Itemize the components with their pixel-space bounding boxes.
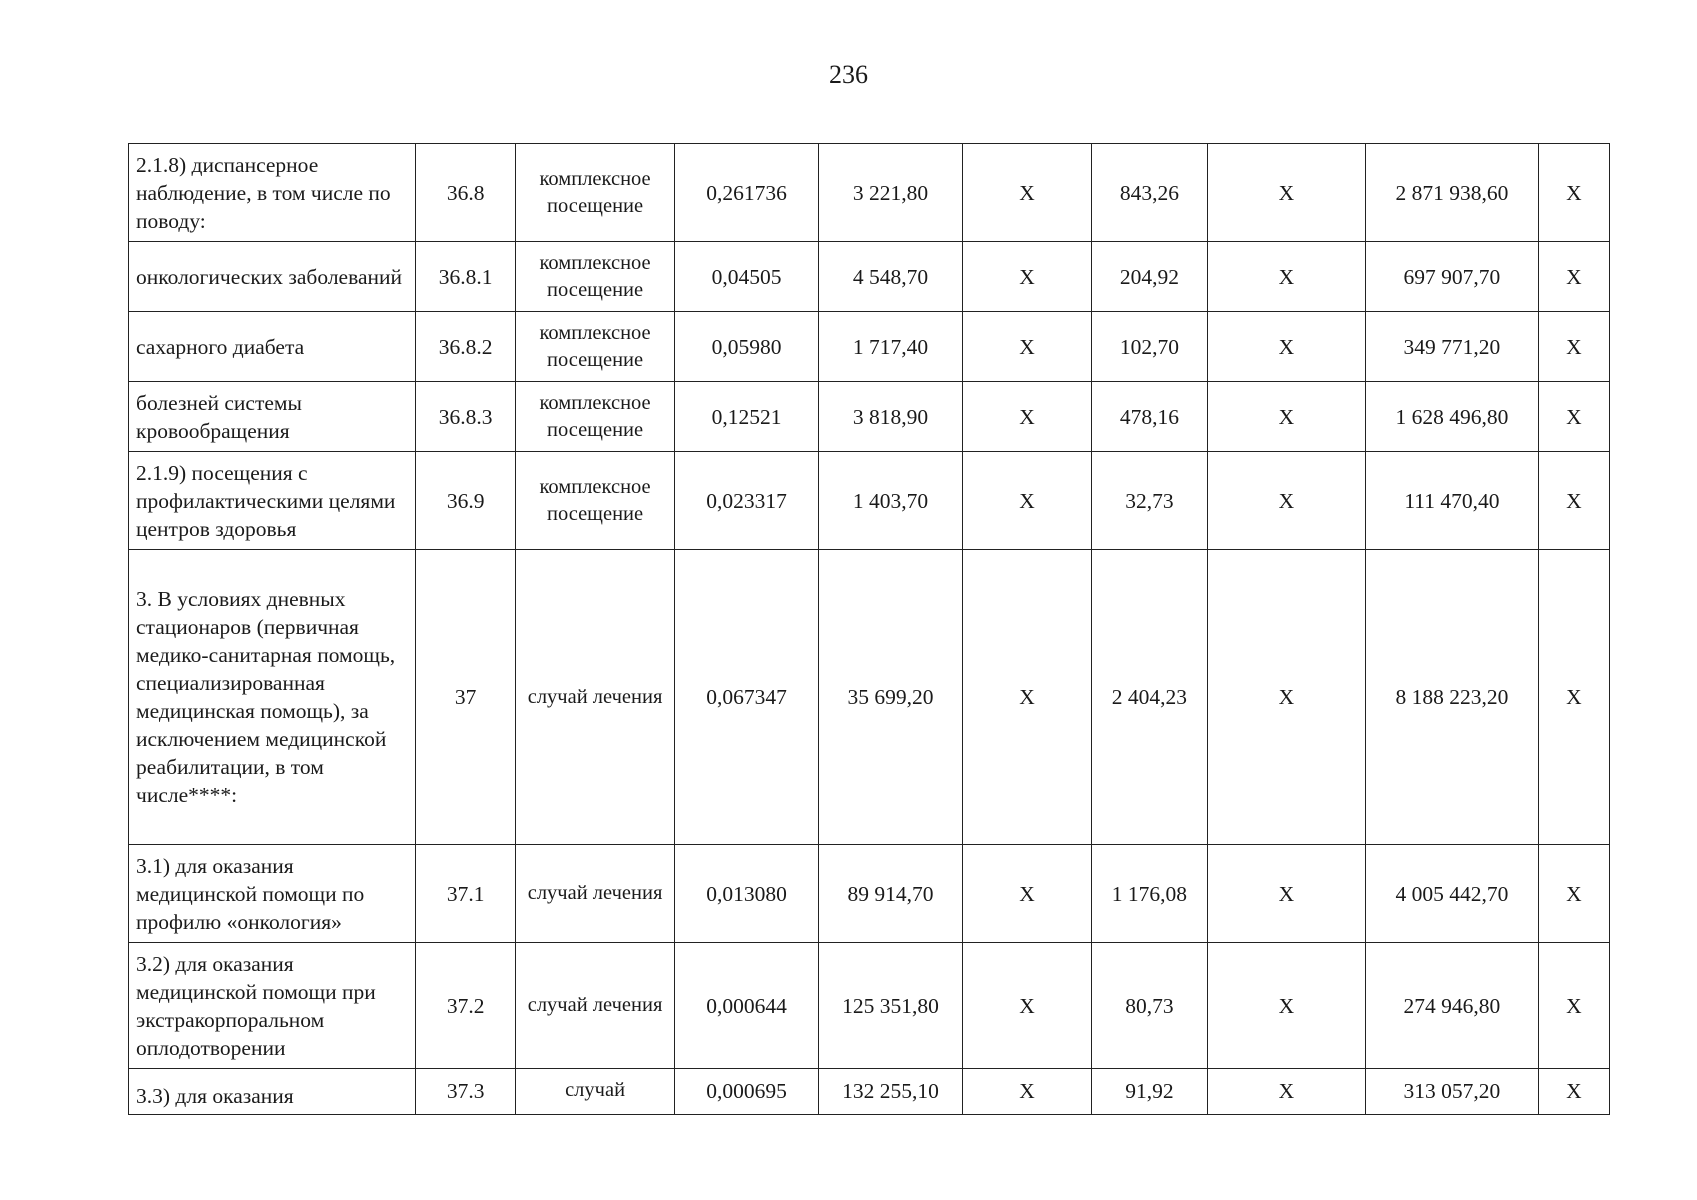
- cell-value: 91,92: [1092, 1069, 1207, 1115]
- table-row: [129, 242, 1610, 312]
- cell-total: 1 628 496,80: [1366, 382, 1539, 452]
- cell-x: X: [962, 943, 1091, 1069]
- cell-unit: комплексное посещение: [516, 242, 675, 312]
- cell-norm: 0,000695: [674, 1069, 818, 1115]
- cell-x: X: [1207, 550, 1366, 845]
- cell-x: X: [1538, 452, 1609, 550]
- table-row: [129, 1069, 1610, 1115]
- cell-x: X: [962, 312, 1091, 382]
- cell-value: 2 404,23: [1092, 550, 1207, 845]
- cell-norm: 0,000644: [674, 943, 818, 1069]
- cell-norm: 0,04505: [674, 242, 818, 312]
- tariff-table: [128, 143, 1610, 1115]
- cell-norm: 0,067347: [674, 550, 818, 845]
- cell-norm: 0,12521: [674, 382, 818, 452]
- table-row: [129, 312, 1610, 382]
- cell-unit: случай лечения: [516, 550, 675, 845]
- cell-code: 36.8.3: [415, 382, 515, 452]
- cell-cost: 3 221,80: [819, 144, 962, 242]
- cell-x: X: [1207, 242, 1366, 312]
- page-number: 236: [829, 60, 868, 89]
- cell-total: 2 871 938,60: [1366, 144, 1539, 242]
- table-row: [129, 943, 1610, 1069]
- cell-unit: комплексное посещение: [516, 382, 675, 452]
- cell-name: сахарного диабета: [129, 312, 416, 382]
- cell-x: X: [1207, 845, 1366, 943]
- cell-norm: 0,013080: [674, 845, 818, 943]
- cell-x: X: [1538, 845, 1609, 943]
- cell-value: 32,73: [1092, 452, 1207, 550]
- cell-x: X: [1207, 144, 1366, 242]
- cell-x: X: [1538, 144, 1609, 242]
- cell-cost: 35 699,20: [819, 550, 962, 845]
- cell-total: 8 188 223,20: [1366, 550, 1539, 845]
- cell-x: X: [1538, 382, 1609, 452]
- cell-unit: комплексное посещение: [516, 312, 675, 382]
- cell-norm: 0,261736: [674, 144, 818, 242]
- cell-x: X: [1207, 382, 1366, 452]
- cell-value: 80,73: [1092, 943, 1207, 1069]
- table-row: [129, 382, 1610, 452]
- cell-unit: комплексное посещение: [516, 144, 675, 242]
- cell-code: 37.3: [415, 1069, 515, 1115]
- cell-unit: случай лечения: [516, 943, 675, 1069]
- cell-total: 111 470,40: [1366, 452, 1539, 550]
- cell-cost: 132 255,10: [819, 1069, 962, 1115]
- cell-total: 313 057,20: [1366, 1069, 1539, 1115]
- cell-x: X: [1207, 943, 1366, 1069]
- cell-x: X: [1538, 242, 1609, 312]
- cell-x: X: [962, 845, 1091, 943]
- cell-x: X: [1538, 550, 1609, 845]
- cell-x: X: [1207, 312, 1366, 382]
- cell-cost: 89 914,70: [819, 845, 962, 943]
- cell-name: 2.1.9) посещения с профилактическими целями центров здоровья: [129, 452, 416, 550]
- cell-x: X: [962, 382, 1091, 452]
- cell-cost: 1 717,40: [819, 312, 962, 382]
- cell-total: 274 946,80: [1366, 943, 1539, 1069]
- table-row: [129, 550, 1610, 845]
- cell-x: X: [962, 452, 1091, 550]
- cell-cost: 4 548,70: [819, 242, 962, 312]
- cell-x: X: [962, 1069, 1091, 1115]
- cell-value: 1 176,08: [1092, 845, 1207, 943]
- cell-code: 36.9: [415, 452, 515, 550]
- cell-x: X: [1538, 1069, 1609, 1115]
- cell-name: 3.2) для оказания медицинской помощи при экстракорпоральном оплодотворении: [129, 943, 416, 1069]
- cell-code: 37: [415, 550, 515, 845]
- cell-x: X: [1538, 312, 1609, 382]
- cell-unit: случай: [516, 1069, 675, 1115]
- cell-cost: 125 351,80: [819, 943, 962, 1069]
- cell-code: 37.2: [415, 943, 515, 1069]
- cell-value: 204,92: [1092, 242, 1207, 312]
- table-row: [129, 845, 1610, 943]
- cell-cost: 3 818,90: [819, 382, 962, 452]
- table-row: [129, 452, 1610, 550]
- cell-x: X: [962, 144, 1091, 242]
- cell-name: онкологических заболеваний: [129, 242, 416, 312]
- cell-unit: случай лечения: [516, 845, 675, 943]
- cell-name: 3.3) для оказания: [129, 1069, 416, 1115]
- cell-code: 36.8.1: [415, 242, 515, 312]
- cell-x: X: [1207, 452, 1366, 550]
- cell-total: 697 907,70: [1366, 242, 1539, 312]
- cell-total: 4 005 442,70: [1366, 845, 1539, 943]
- cell-name: 3. В условиях дневных стационаров (первичная медико-санитарная помощь, специализированная медицинская помощь), за исключением медицинской реабилитации, в том числе****:: [129, 550, 416, 845]
- cell-total: 349 771,20: [1366, 312, 1539, 382]
- cell-name: 2.1.8) диспансерное наблюдение, в том числе по поводу:: [129, 144, 416, 242]
- cell-value: 478,16: [1092, 382, 1207, 452]
- cell-unit: комплексное посещение: [516, 452, 675, 550]
- cell-x: X: [962, 242, 1091, 312]
- cell-value: 102,70: [1092, 312, 1207, 382]
- cell-value: 843,26: [1092, 144, 1207, 242]
- cell-cost: 1 403,70: [819, 452, 962, 550]
- cell-name: 3.1) для оказания медицинской помощи по профилю «онкология»: [129, 845, 416, 943]
- cell-code: 37.1: [415, 845, 515, 943]
- cell-norm: 0,023317: [674, 452, 818, 550]
- table-row: [129, 144, 1610, 242]
- cell-x: X: [1207, 1069, 1366, 1115]
- cell-norm: 0,05980: [674, 312, 818, 382]
- cell-code: 36.8.2: [415, 312, 515, 382]
- cell-name: болезней системы кровообращения: [129, 382, 416, 452]
- cell-x: X: [1538, 943, 1609, 1069]
- cell-x: X: [962, 550, 1091, 845]
- cell-code: 36.8: [415, 144, 515, 242]
